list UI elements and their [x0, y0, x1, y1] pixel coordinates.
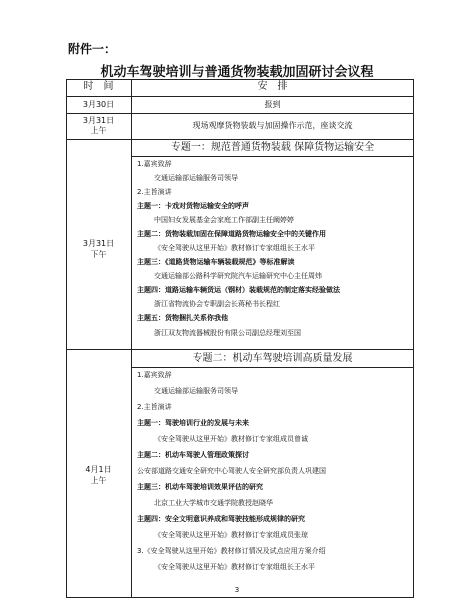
page-title: 机动车驾驶培训与普通货物装载加固研讨会议程 — [100, 65, 374, 80]
row1-time: 3月30日 — [82, 100, 115, 109]
topic1-line: 2.主旨演讲 — [137, 188, 172, 196]
topic2-line: 《安全驾驶从这里开始》教材修订专家组成员张琼 — [154, 531, 308, 539]
topic1-line: 主题四：道路运输车辆货运（钢材）装载规范的制定落实经验做法 — [137, 286, 340, 294]
topic1-line: 浙江双友物流器械股份有限公司副总经理刘至国 — [154, 329, 301, 337]
attachment-label: 附件一： — [68, 42, 117, 56]
header-time: 时 间 — [83, 81, 114, 92]
row2-time-period: 上午 — [90, 126, 107, 135]
topic2-line: 1.嘉宾致辞 — [137, 371, 172, 379]
header-arrangement: 安 排 — [257, 81, 288, 92]
topic2-line: 公安部道路交通安全研究中心驾驶人安全研究部负责人巩建国 — [137, 467, 326, 475]
topic2-line: 主题四：安全文明意识养成和驾驶技能形成规律的研究 — [137, 515, 305, 523]
topic1-time-date: 3月31日 — [82, 239, 115, 248]
row2-text: 现场观摩货物装载与加固操作示范，座谈交流 — [192, 121, 353, 130]
topic2-line: 《安全驾驶从这里开始》教材修订专家组成员曾诚 — [154, 435, 308, 443]
topic2-line: 北京工业大学城市交通学院教授赵晓华 — [154, 499, 273, 507]
topic1-line: 《安全驾驶从这里开始》教材修订专家组组长王水平 — [154, 244, 315, 252]
topic1-line: 主题五：货物捆扎关系你我他 — [137, 314, 228, 322]
topic2-time-period: 上午 — [90, 476, 107, 485]
topic2-line: 主题一：驾驶培训行业的发展与未来 — [137, 419, 249, 427]
row1-text: 报到 — [264, 100, 281, 109]
topic2-time-date: 4月1日 — [85, 465, 112, 474]
topic1-line: 主题二：货物装载加固在保障道路货物运输安全中的关键作用 — [137, 230, 326, 238]
topic1-title: 专题一：规范普通货物装载 保障货物运输安全 — [170, 142, 375, 153]
topic1-line: 1.嘉宾致辞 — [137, 160, 172, 168]
topic1-line: 交通运输部公路科学研究院汽车运输研究中心主任周炜 — [154, 272, 322, 280]
topic1-line: 中国妇女发展基金会家庭工作部副主任阚婷婷 — [154, 216, 294, 224]
topic1-line: 主题一：卡戏对货物运输安全的呼声 — [137, 202, 249, 210]
topic2-line: 主题三：机动车驾驶培训效果评估的研究 — [137, 483, 263, 491]
topic2-line: 2.主旨演讲 — [137, 403, 172, 411]
topic2-line: 《安全驾驶从这里开始》教材修订专家组组长王水平 — [154, 563, 315, 571]
row2-time-date: 3月31日 — [82, 116, 115, 125]
topic1-line: 主题三：《道路货物运输车辆装载规范》等标准解读 — [137, 258, 295, 266]
topic2-line: 主题二：机动车驾驶人管理政策探讨 — [137, 451, 249, 459]
topic1-time-period: 下午 — [90, 250, 107, 259]
topic1-line: 交通运输部运输服务司领导 — [154, 174, 238, 182]
topic1-line: 浙江省物流协会专职副会长蒋秘书长程红 — [154, 300, 280, 308]
topic2-line: 交通运输部运输服务司领导 — [154, 387, 238, 395]
topic2-line: 3.《安全驾驶从这里开始》教材修订情况及试点应用方案介绍 — [137, 547, 326, 555]
page-number: 3 — [234, 586, 240, 594]
topic2-title: 专题二：机动车驾驶培训高质量发展 — [192, 353, 353, 364]
agenda-table — [66, 79, 414, 597]
